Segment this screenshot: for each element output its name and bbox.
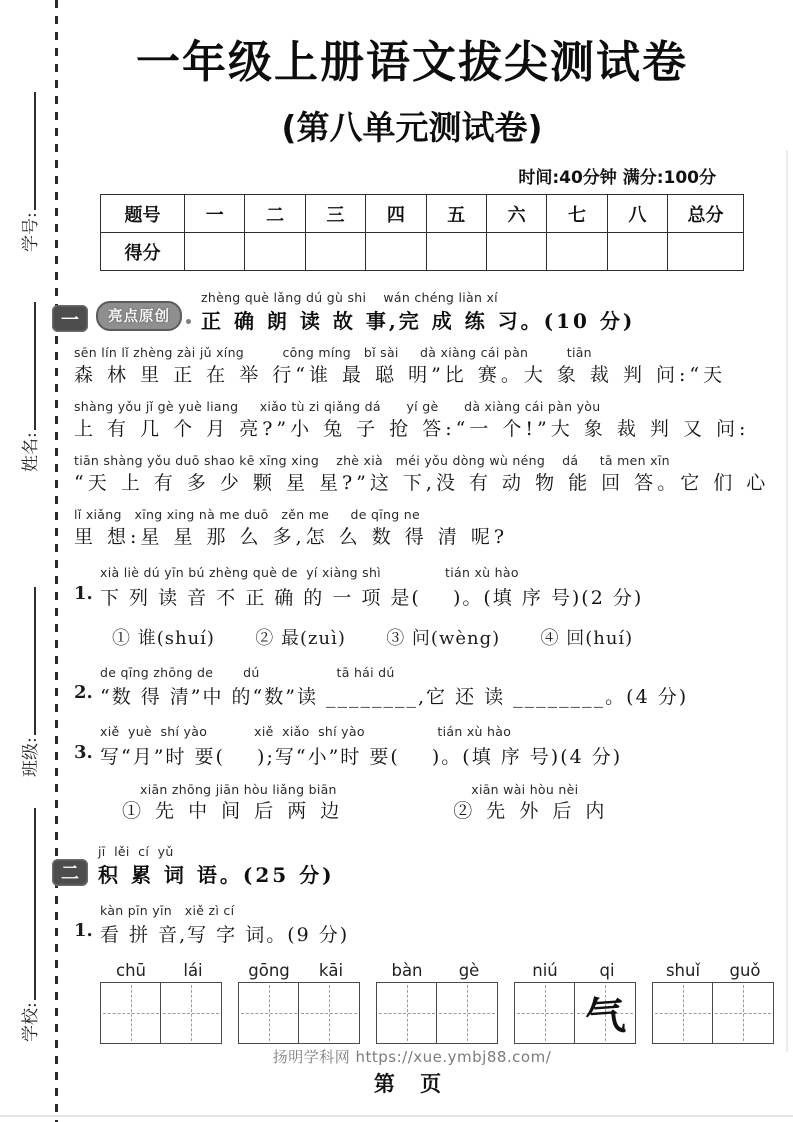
story-line <box>74 508 762 550</box>
box-pinyin: shuǐ <box>665 961 701 981</box>
question-3-pinyin: xiě yuè shí yào xiě xiǎo shí yào tián xù hào <box>100 724 512 740</box>
score-cell[interactable] <box>486 233 546 271</box>
cell-content <box>297 981 361 1045</box>
page-number-label: 第 页 <box>373 1071 451 1097</box>
question-1-options[interactable]: ① 谁(shuí) ② 最(zuì) ③ 问(wèng) ④ 回(huí) <box>112 627 634 649</box>
word-box-group <box>652 961 776 1044</box>
score-table-score-row <box>101 233 744 271</box>
school-label: 学校: <box>21 1002 41 1042</box>
cell-content <box>159 981 223 1045</box>
story-line <box>74 400 762 442</box>
writing-cell[interactable] <box>160 982 222 1044</box>
pinyin-writing-boxes <box>100 961 762 1044</box>
score-header-cell: 五 <box>426 195 486 233</box>
question-3-option-2[interactable] <box>453 783 608 825</box>
sidebar-field-class <box>16 587 41 777</box>
word-box-group <box>514 961 638 1044</box>
score-header-cell: 七 <box>547 195 607 233</box>
score-header-cell: 八 <box>607 195 667 233</box>
section2-title-pinyin: jī lěi cí yǔ <box>98 843 174 859</box>
box-pinyin: guǒ <box>729 961 761 981</box>
option-pinyin: xiān zhōng jiān hòu liǎng biān <box>140 781 337 797</box>
score-header-cell: 题号 <box>101 195 185 233</box>
question-1 <box>74 566 762 649</box>
score-cell[interactable] <box>366 233 426 271</box>
story-line <box>74 453 770 496</box>
score-cell[interactable] <box>426 233 486 271</box>
score-table-header-row <box>101 195 744 233</box>
story-line-hanzi: 森 林 里 正 在 举 行“谁 最 聪 明”比 赛。大 象 裁 判 问:“天 <box>74 363 727 386</box>
cell-content <box>513 981 577 1045</box>
score-header-cell: 六 <box>486 195 546 233</box>
section2-q1-number: 1. <box>74 920 93 942</box>
story-line <box>74 346 762 388</box>
section2-q1-pinyin: kàn pīn yīn xiě zì cí <box>100 902 235 918</box>
sidebar-dashed-divider <box>55 0 58 1122</box>
score-table <box>100 194 744 271</box>
right-scan-edge <box>786 150 788 1052</box>
score-header-cell: 二 <box>245 195 305 233</box>
box-pinyin: kāi <box>318 961 344 981</box>
story-line-pinyin: shàng yǒu jǐ gè yuè liang xiǎo tù zi qiǎng dá yí gè dà xiàng cái pàn yòu <box>74 399 601 415</box>
option-text: ① 先 中 间 后 两 边 <box>122 799 344 822</box>
option-text: ② 先 外 后 内 <box>453 799 609 822</box>
story-line-hanzi: 上 有 几 个 月 亮?”小 兔 子 抢 答:“一 个!”大 象 裁 判 又 问: <box>74 417 750 440</box>
page-title: 一年级上册语文拔尖测试卷 <box>136 37 688 88</box>
question-3-option-1[interactable] <box>122 783 343 825</box>
box-pinyin: niú <box>532 961 558 981</box>
sidebar-field-student-id <box>16 92 41 252</box>
score-cell[interactable] <box>185 233 245 271</box>
watermark-text: 扬明学科网 https://xue.ymbj88.com/ <box>272 1048 552 1067</box>
section2-number-box: 二 <box>52 859 88 886</box>
word-box-group <box>376 961 500 1044</box>
score-cell[interactable] <box>305 233 365 271</box>
cell-content <box>711 981 775 1045</box>
sidebar-field-name <box>16 302 41 472</box>
page-subtitle: (第八单元测试卷) <box>281 108 543 147</box>
bottom-scan-line <box>0 1115 793 1117</box>
score-cell[interactable] <box>668 233 744 271</box>
box-pinyin: chū <box>116 961 146 981</box>
question-1-text: 下 列 读 音 不 正 确 的 一 项 是( )。(填 序 号)(2 分) <box>100 586 644 609</box>
writing-cell[interactable] <box>514 982 576 1044</box>
question-3-text[interactable]: 写“月”时 要( );写“小”时 要( )。(填 序 号)(4 分) <box>100 745 623 768</box>
story-line-pinyin: sēn lín lǐ zhèng zài jǔ xíng cōng míng bǐ sài dà xiàng cái pàn tiān <box>74 345 592 361</box>
name-label: 姓名: <box>21 432 41 472</box>
question-1-number: 1. <box>74 582 93 604</box>
story-line-pinyin: lǐ xiǎng xīng xing nà me duō zěn me de qīng ne <box>74 507 420 523</box>
section2-question-1 <box>74 904 762 947</box>
student-id-blank[interactable] <box>31 92 36 210</box>
cell-content <box>99 981 163 1045</box>
story-line-hanzi: “天 上 有 多 少 颗 星 星?”这 下,没 有 动 物 能 回 答。它 们 心 <box>74 471 770 494</box>
cell-content <box>435 981 499 1045</box>
question-2-text[interactable]: “数 得 清”中 的“数”读 ________,它 还 读 ________。(4 分) <box>100 686 689 709</box>
question-3 <box>74 725 762 824</box>
score-header-cell: 三 <box>305 195 365 233</box>
student-id-label: 学号: <box>21 212 41 252</box>
score-header-cell: 一 <box>185 195 245 233</box>
section1-title: 正 确 朗 读 故 事,完 成 练 习。(10 分) <box>201 309 636 334</box>
cell-content <box>375 981 439 1045</box>
writing-cell[interactable] <box>436 982 498 1044</box>
story-line-pinyin: tiān shàng yǒu duō shao kē xīng xing zhè xià méi yǒu dòng wù néng dá tā men xīn <box>74 453 670 469</box>
section1-header <box>52 291 762 334</box>
school-blank[interactable] <box>31 808 36 1000</box>
time-score-meta: 时间:40分钟 满分:100分 <box>518 168 716 188</box>
score-header-cell: 四 <box>366 195 426 233</box>
score-header-cell: 总分 <box>668 195 744 233</box>
sidebar-field-school <box>16 808 41 1042</box>
page-footer <box>62 1046 762 1098</box>
writing-cell[interactable] <box>712 982 774 1044</box>
cell-content <box>651 981 715 1045</box>
writing-cell[interactable] <box>238 982 300 1044</box>
section2-title: 积 累 词 语。(25 分) <box>98 862 335 887</box>
box-pinyin: qi <box>599 961 615 981</box>
writing-cell[interactable] <box>574 982 636 1044</box>
score-cell[interactable] <box>245 233 305 271</box>
section1-title-pinyin: zhèng què lǎng dú gù shi wán chéng liàn xí <box>201 290 498 305</box>
question-3-number: 3. <box>74 741 93 763</box>
question-1-pinyin: xià liè dú yīn bú zhèng què de yí xiàng shì tián xù hào <box>100 565 519 581</box>
word-box-group <box>238 961 362 1044</box>
writing-cell[interactable] <box>376 982 438 1044</box>
writing-cell[interactable] <box>652 982 714 1044</box>
option-pinyin: xiān wài hòu nèi <box>471 781 579 797</box>
name-blank[interactable] <box>31 302 36 430</box>
class-blank[interactable] <box>31 587 36 735</box>
score-row-label: 得分 <box>101 233 185 271</box>
score-cell[interactable] <box>547 233 607 271</box>
word-box-group <box>100 961 224 1044</box>
handwritten-qi-character: 气 <box>583 991 628 1042</box>
original-highlight-badge: 亮点原创 <box>96 301 182 331</box>
writing-cell[interactable] <box>100 982 162 1044</box>
badge-tail-dot <box>186 319 191 324</box>
section1-number-box: 一 <box>52 305 88 332</box>
question-2-pinyin: de qīng zhōng de dú tā hái dú <box>100 664 395 680</box>
box-pinyin: gōng <box>248 961 290 981</box>
section2-header <box>52 845 762 888</box>
question-2-number: 2. <box>74 682 93 704</box>
section2-q1-text: 看 拼 音,写 字 词。(9 分) <box>100 924 350 947</box>
box-pinyin: gè <box>458 961 480 981</box>
class-label: 班级: <box>21 737 41 777</box>
box-pinyin: bàn <box>391 961 423 981</box>
story-line-hanzi: 里 想:星 星 那 么 多,怎 么 数 得 清 呢? <box>74 525 509 548</box>
score-cell[interactable] <box>607 233 667 271</box>
cell-content <box>237 981 301 1045</box>
box-pinyin: lái <box>183 961 203 981</box>
writing-cell[interactable] <box>298 982 360 1044</box>
question-2 <box>74 666 762 709</box>
reading-story <box>74 345 770 550</box>
